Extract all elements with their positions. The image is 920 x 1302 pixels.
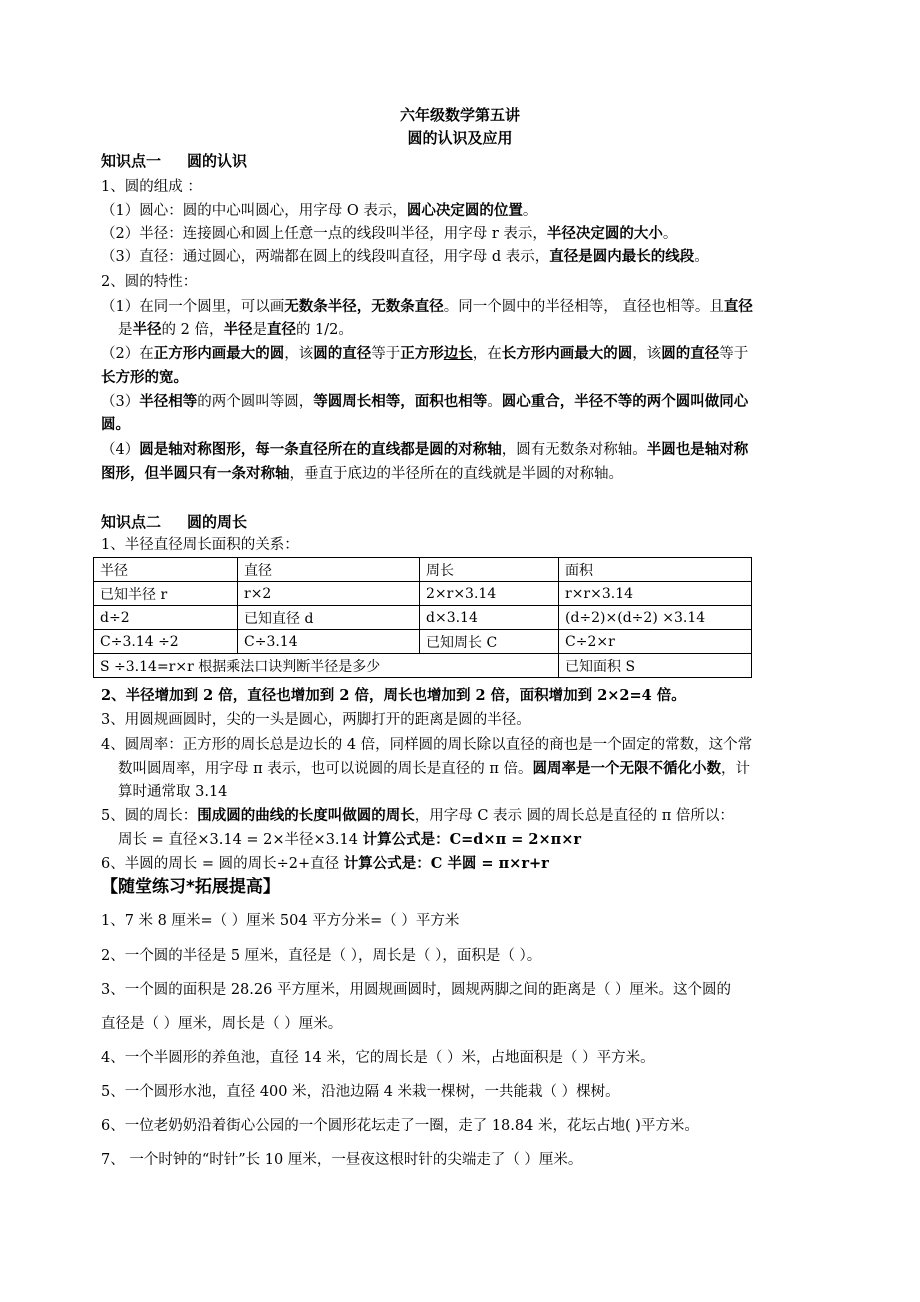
emphasis: 无数条半径	[284, 298, 357, 315]
text: （2）半径：连接圆心和圆上任意一点的线段叫半径，用字母 r 表示，	[101, 226, 547, 242]
section-1-label: 知识点一	[101, 152, 162, 170]
text: 。	[694, 249, 709, 265]
exercise-6: 6、一位老奶奶沿着街心公园的一个圆形花坛走了一圈，走了 18.84 米，花坛占地( )平方米。	[101, 1118, 699, 1134]
s1-item1-p1	[101, 201, 537, 221]
s1-item2-p2a	[101, 344, 748, 364]
emphasis: 圆的直径	[661, 345, 720, 362]
text: 周长 = 直径×3.14 = 2×半径×3.14	[118, 832, 363, 848]
emphasis: 等圆周长相等，面积也相等	[313, 393, 488, 410]
relation-table	[93, 557, 752, 678]
emphasis: 无数条直径	[371, 298, 444, 315]
exercises-heading: 【随堂练习*拓展提高】	[101, 877, 280, 897]
s1-item1-p3	[101, 247, 709, 267]
text: 的 1/2。	[295, 322, 353, 338]
s2-item5a	[101, 806, 734, 826]
text: ，圆有无数条对称轴。	[501, 442, 647, 458]
text: 。	[662, 226, 678, 242]
table-cell: (d÷2)×(d÷2) ×3.14	[559, 606, 752, 630]
s2-item1: 1、半径直径周长面积的关系：	[101, 537, 299, 553]
section-2-title: 圆的周长	[187, 513, 248, 531]
emphasis: 半径	[132, 321, 162, 338]
emphasis: 长方形内	[501, 345, 560, 362]
table-header-row	[94, 558, 752, 582]
table-cell: 2×r×3.14	[420, 582, 559, 606]
emphasis: 半径相等	[139, 393, 198, 410]
text: 等于	[719, 346, 749, 362]
table-cell: 已知周长 C	[420, 630, 559, 654]
text: 6、半圆的周长 = 圆的周长÷2+直径	[101, 856, 344, 872]
section-2-label: 知识点二	[101, 513, 162, 531]
emphasis: 正方形	[400, 345, 444, 362]
table-row	[94, 606, 752, 630]
emphasis: ，	[356, 298, 372, 315]
s2-item5b	[118, 830, 581, 850]
emphasis: 直径	[266, 321, 296, 338]
s1-item2: 2、圆的特性：	[101, 274, 198, 290]
table-cell: 已知直径 d	[238, 606, 420, 630]
exercise-3b: 直径是（ ）厘米，周长是（ ）厘米。	[101, 1016, 343, 1032]
table-cell: 已知半径 r	[94, 582, 238, 606]
s2-item4a: 4、圆周率：正方形的周长总是边长的 4 倍，同样圆的周长除以直径的商也是一个固定的常数，这个常	[101, 737, 753, 753]
emphasis: 圆周率是一个无限不循化小数	[532, 760, 721, 777]
text: （1）圆心：圆的中心叫圆心，用字母 O 表示，	[101, 203, 407, 219]
exercise-1: 1、7 米 8 厘米=（ ）厘米 504 平方分米=（ ）平方米	[101, 913, 460, 929]
table-cell: C÷3.14	[238, 630, 420, 654]
s2-item3: 3、用圆规画圆时，尖的一头是圆心，两脚打开的距离是圆的半径。	[101, 712, 531, 728]
s1-item2-p2b: 长方形的宽。	[101, 369, 188, 386]
section-1-heading	[101, 151, 247, 171]
text: ，计	[721, 761, 750, 777]
emphasis: 圆是轴对称图形，每一条直径所在的直线都是圆的对称轴	[139, 441, 502, 458]
text: 。	[487, 394, 502, 410]
table-cell: r×2	[238, 582, 420, 606]
text: （1）在同一个圆里，可以画	[101, 299, 285, 315]
s1-item2-p3b: 圆。	[101, 416, 130, 433]
s1-item2-p1a	[101, 297, 753, 317]
emphasis: 图形，但半圆只有一条对称轴	[101, 465, 290, 482]
text: ，在	[472, 346, 502, 362]
formula: 计算公式是：C 半圆 = π×r+r	[343, 855, 549, 872]
section-2-heading	[101, 512, 247, 532]
table-cell: C÷2×r	[559, 630, 752, 654]
s2-item6	[101, 854, 549, 874]
formula: 计算公式是：C=d×π = 2×π×r	[362, 831, 582, 848]
page-title: 六年级数学第五讲	[399, 106, 520, 124]
s1-item2-p4b	[101, 464, 623, 484]
table-header-cell: 半径	[94, 558, 238, 582]
table-row	[94, 630, 752, 654]
text: （4）	[101, 442, 140, 458]
text: 数叫圆周率，用字母 π 表示，也可以说圆的周长是直径的 π 倍。	[118, 761, 533, 777]
emphasis: 圆的直径	[313, 345, 372, 362]
table-header-cell: 直径	[238, 558, 420, 582]
exercise-3a: 3、一个圆的面积是 28.26 平方厘米，用圆规画圆时，圆规两脚之间的距离是（ ）厘米。这个圆的	[101, 982, 732, 998]
text: ，用字母 C 表示 圆的周长总是直径的 π 倍所以：	[414, 808, 734, 824]
emphasis: 半圆也是轴对称	[646, 441, 749, 458]
table-cell: d×3.14	[420, 606, 559, 630]
emphasis: 围成圆的曲线的长度叫做圆的周长	[197, 807, 415, 824]
s1-item1: 1、圆的组成 ：	[101, 179, 202, 195]
table-row	[94, 654, 752, 678]
page-subtitle: 圆的认识及应用	[407, 129, 513, 147]
text: 是	[118, 322, 133, 338]
emphasis: 半径	[223, 321, 253, 338]
text: ，垂直于底边的半径所在的直线就是半圆的对称轴。	[289, 466, 623, 482]
emphasis: 圆心重合，半径不等的两个圆叫做同心	[501, 393, 749, 410]
emphasis: 圆心决定圆的位置	[406, 202, 523, 219]
table-cell-merged: S ÷3.14=r×r 根据乘法口诀判断半径是多少	[94, 654, 559, 678]
s1-item2-p4a	[101, 440, 748, 460]
exercise-2: 2、一个圆的半径是 5 厘米，直径是（ ），周长是（ ），面积是（ ）。	[101, 948, 542, 964]
section-1-title: 圆的认识	[187, 152, 248, 170]
s1-item2-p3a	[101, 392, 748, 412]
exercise-4: 4、一个半圆形的养鱼池，直径 14 米，它的周长是（ ）米，占地面积是（ ）平方米。	[101, 1050, 655, 1066]
emphasis: 直径	[723, 298, 753, 315]
text: ，该	[632, 346, 662, 362]
table-cell: C÷3.14 ÷2	[94, 630, 238, 654]
table-cell: d÷2	[94, 606, 238, 630]
table-header-cell: 周长	[420, 558, 559, 582]
table-row	[94, 582, 752, 606]
text: 的两个圆叫等圆，	[197, 394, 314, 410]
s2-item2: 2、半径增加到 2 倍，直径也增加到 2 倍，周长也增加到 2 倍，面积增加到 2×2=4 倍。	[101, 687, 686, 704]
text: （3）直径：通过圆心，两端都在圆上的线段叫直径，用字母 d 表示，	[101, 249, 550, 265]
text: 的 2 倍，	[161, 322, 224, 338]
emphasis: 画最大的圆	[559, 345, 633, 362]
text: 。	[522, 203, 538, 219]
text: ，该	[284, 346, 314, 362]
text: （2）在	[101, 346, 154, 362]
text: 5、圆的周长：	[101, 808, 198, 824]
text: 。同一个圆中的半径相等， 直径也相等。且	[443, 299, 724, 315]
emphasis: 半径决定圆的大小	[546, 225, 663, 242]
text: 是	[252, 322, 267, 338]
emphasis: 正方形内画最大的圆	[153, 345, 285, 362]
s1-item1-p2	[101, 224, 677, 244]
exercise-7: 7、 一个时钟的“时针”长 10 厘米，一昼夜这根时针的尖端走了（ ）厘米。	[101, 1152, 583, 1168]
table-cell: 已知面积 S	[559, 654, 752, 678]
text: （3）	[101, 394, 140, 410]
s2-item4c: 算时通常取 3.14	[118, 784, 228, 800]
exercise-5: 5、一个圆形水池，直径 400 米，沿池边隔 4 米栽一棵树，一共能栽（ ）棵树。	[101, 1084, 620, 1100]
table-cell: r×r×3.14	[559, 582, 752, 606]
emphasis-underlined: 边长	[443, 345, 473, 362]
table-header-cell: 面积	[559, 558, 752, 582]
emphasis: 直径是圆内最长的线段	[549, 248, 695, 265]
s1-item2-p1b	[118, 320, 353, 340]
text: 等于	[371, 346, 401, 362]
s2-item4b	[118, 759, 750, 779]
